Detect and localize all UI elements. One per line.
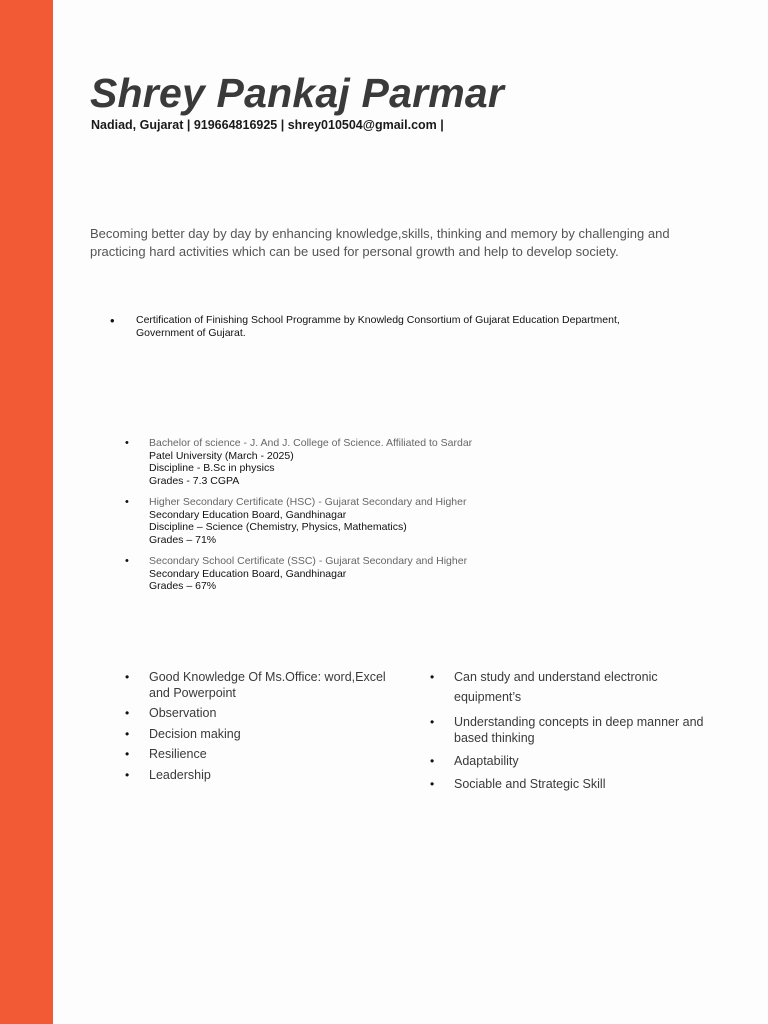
skills-list-left: [120, 670, 390, 788]
education-title: Secondary School Certificate (SSC) - Gujarat Secondary and Higher: [149, 555, 468, 567]
list-item: [120, 437, 520, 487]
education-grades: Grades - 7.3 CGPA: [149, 474, 240, 487]
list-item: • Understanding concepts in deep manner and based thinking: [425, 714, 715, 746]
certification-line: Certification of Finishing School Programme by Knowledg Consortium of Gujarat Education Department,: [136, 314, 620, 326]
list-item: [120, 496, 520, 546]
list-item: • Leadership: [120, 768, 390, 784]
education-title: Bachelor of science - J. And J. College of Science. Affiliated to Sardar: [149, 437, 473, 449]
education-detail: Patel University (March - 2025): [149, 449, 294, 462]
certification-list: [108, 314, 668, 340]
list-item: • Resilience: [120, 747, 390, 763]
list-item: [120, 555, 520, 593]
education-list: [120, 437, 520, 602]
education-detail: Secondary Education Board, Gandhinagar: [149, 508, 347, 521]
list-item: • Observation: [120, 706, 390, 722]
list-item: • Good Knowledge Of Ms.Office: word,Excel and Powerpoint: [120, 670, 390, 701]
accent-sidebar: [0, 0, 53, 1024]
skills-list-right: [425, 667, 715, 799]
list-item: • Can study and understand electronic equipment’s: [425, 667, 715, 707]
list-item: • Decision making: [120, 727, 390, 743]
list-item: • Sociable and Strategic Skill: [425, 776, 715, 792]
candidate-name: Shrey Pankaj Parmar: [90, 70, 505, 116]
education-discipline: Discipline - B.Sc in physics: [149, 462, 275, 474]
list-item: • Adaptability: [425, 753, 715, 769]
contact-info: Nadiad, Gujarat | 919664816925 | shrey010504@gmail.com |: [91, 118, 444, 132]
education-grades: Grades – 71%: [149, 533, 217, 546]
objective-text: Becoming better day by day by enhancing knowledge,skills, thinking and memory by challenging and practicing hard activities which can be used for personal growth and help to develop society.: [90, 226, 670, 259]
education-discipline: Discipline – Science (Chemistry, Physics, Mathematics): [149, 521, 407, 533]
education-detail: Secondary Education Board, Gandhinagar: [149, 567, 347, 580]
certification-line: Government of Gujarat.: [136, 327, 246, 339]
list-item: [108, 314, 668, 340]
education-title: Higher Secondary Certificate (HSC) - Gujarat Secondary and Higher: [149, 496, 467, 508]
education-grades: Grades – 67%: [149, 580, 217, 592]
